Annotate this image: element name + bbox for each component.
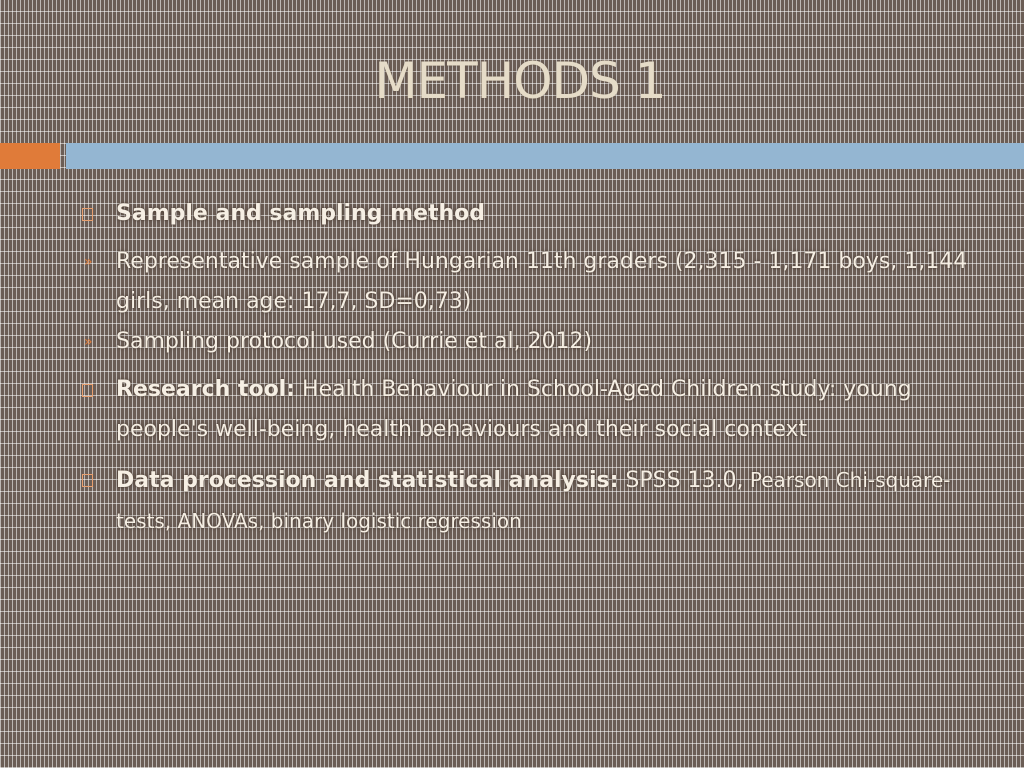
bullet-data-analysis xyxy=(80,460,980,542)
accent-bar-blue xyxy=(66,143,1024,169)
slide-content xyxy=(80,190,980,542)
chevron-bullet-icon: » xyxy=(84,334,93,350)
chevron-bullet-icon: » xyxy=(84,254,93,270)
bullet-sample-heading xyxy=(80,194,980,234)
square-bullet-icon xyxy=(82,370,93,410)
square-bullet-icon xyxy=(82,194,93,234)
square-bullet-icon xyxy=(82,460,93,500)
sample-detail-1-text: Representative sample of Hungarian 11th graders (2,315 - 1,171 boys, 1,144 girls, mean age: 17,7, SD=0,73) xyxy=(116,249,968,314)
research-tool-label: Research tool: xyxy=(116,377,296,402)
bullet-sample-detail-2 xyxy=(80,322,980,362)
data-analysis-text-2: Pearson Chi-square-tests, ANOVAs, binary logistic regression xyxy=(116,468,951,533)
bullet-sample-detail-1 xyxy=(80,242,980,322)
accent-bar-orange xyxy=(0,143,60,169)
sample-heading-text: Sample and sampling method xyxy=(116,201,486,226)
bullet-research-tool xyxy=(80,370,980,450)
research-tool-text: Health Behaviour in School-Aged Children study: young people's well-being, health behaviours and their social context xyxy=(116,377,912,442)
data-analysis-text-1: SPSS 13.0, xyxy=(618,468,744,493)
sample-detail-2-text: Sampling protocol used (Currie et al, 2012) xyxy=(116,329,593,354)
data-analysis-label: Data procession and statistical analysis: xyxy=(116,468,619,493)
slide-title: METHODS 1 xyxy=(374,52,666,110)
